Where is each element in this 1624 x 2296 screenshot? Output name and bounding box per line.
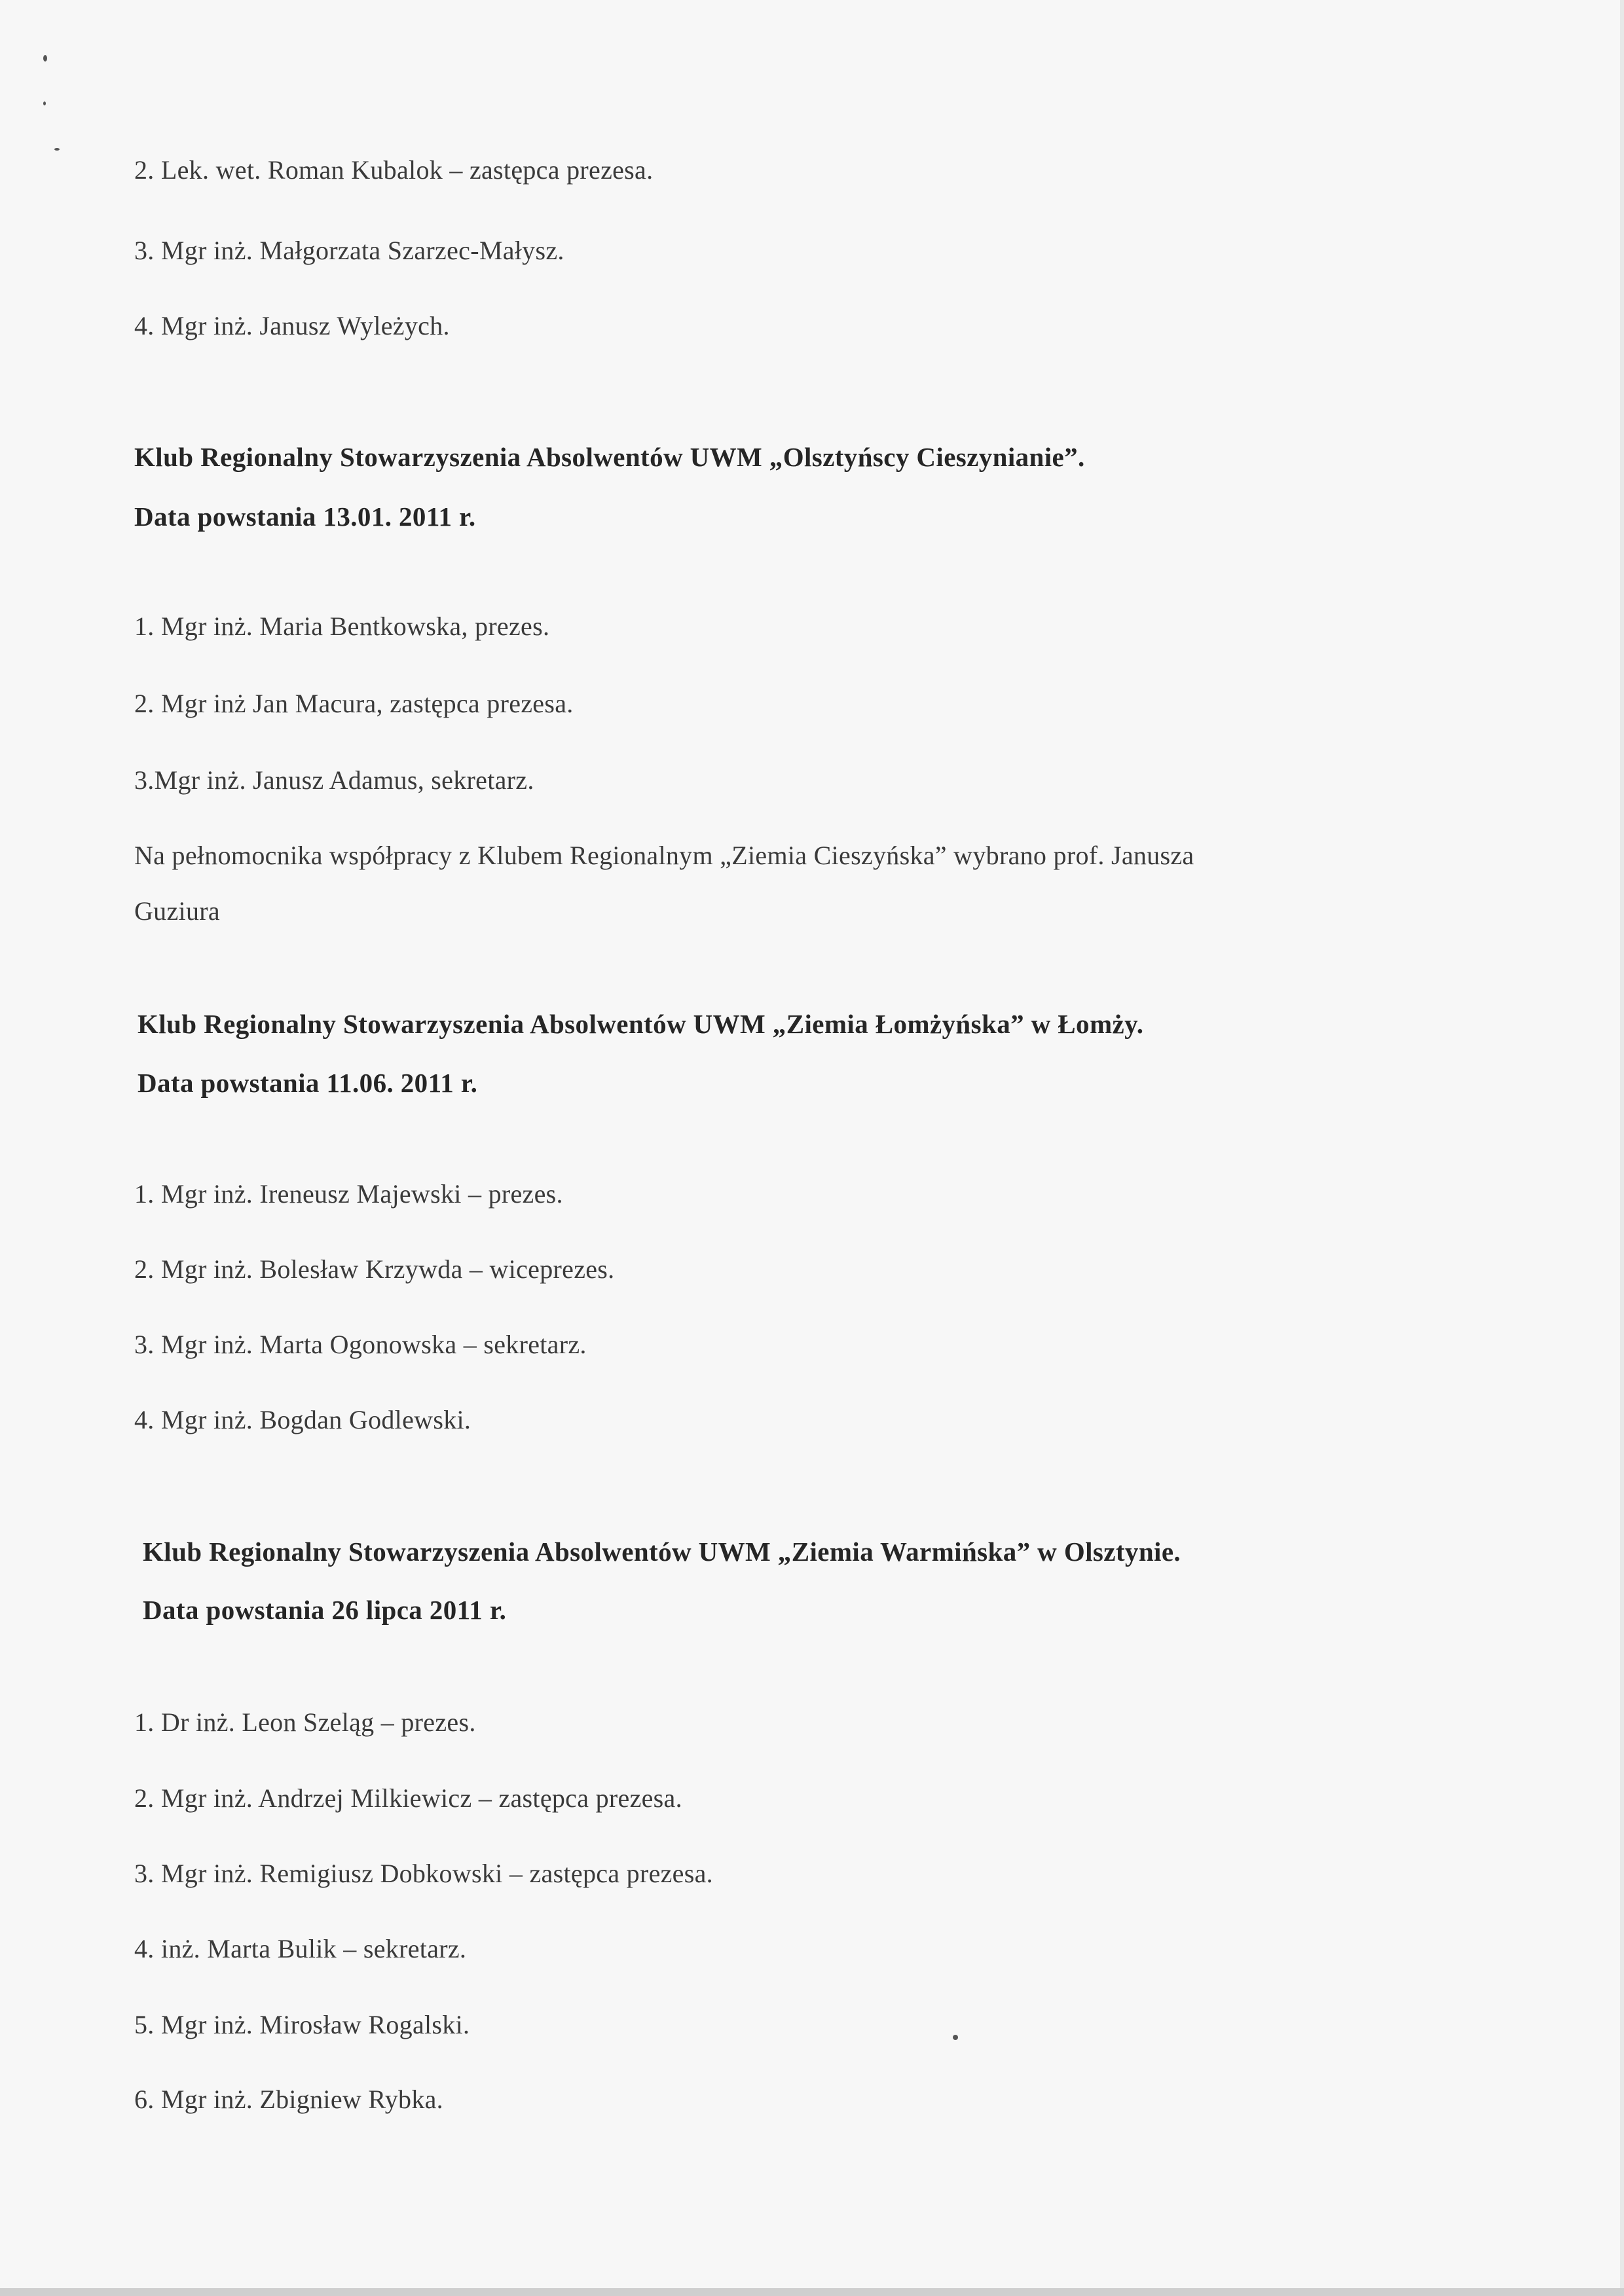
list-item: 3. Mgr inż. Remigiusz Dobkowski – zastępca prezesa. xyxy=(134,1859,713,1888)
club-date: Data powstania 11.06. 2011 r. xyxy=(138,1068,478,1098)
club-title: Klub Regionalny Stowarzyszenia Absolwentów UWM „Olsztyńscy Cieszynianie”. xyxy=(134,442,1085,472)
list-item: 4. Mgr inż. Bogdan Godlewski. xyxy=(134,1405,471,1434)
list-item: 4. Mgr inż. Janusz Wyleżych. xyxy=(134,311,450,340)
club-date: Data powstania 26 lipca 2011 r. xyxy=(143,1595,507,1625)
list-item: 2. Mgr inż Jan Macura, zastępca prezesa. xyxy=(134,689,574,718)
list-item: 3. Mgr inż. Małgorzata Szarzec-Małysz. xyxy=(134,236,564,265)
page-edge xyxy=(1620,0,1624,2296)
scan-mark xyxy=(43,101,46,105)
scan-mark xyxy=(43,55,47,62)
club-title: Klub Regionalny Stowarzyszenia Absolwentów UWM „Ziemia Łomżyńska” w Łomży. xyxy=(138,1009,1144,1039)
list-item: 2. Lek. wet. Roman Kubalok – zastępca prezesa. xyxy=(134,155,654,185)
list-item: 1. Mgr inż. Maria Bentkowska, prezes. xyxy=(134,611,550,641)
list-item: 2. Mgr inż. Andrzej Milkiewicz – zastępca prezesa. xyxy=(134,1783,682,1813)
scan-mark xyxy=(953,2035,958,2040)
list-item: 3. Mgr inż. Marta Ogonowska – sekretarz. xyxy=(134,1330,587,1359)
list-item: 6. Mgr inż. Zbigniew Rybka. xyxy=(134,2085,443,2114)
list-item: 2. Mgr inż. Bolesław Krzywda – wiceprezes. xyxy=(134,1254,615,1284)
list-item: 3.Mgr inż. Janusz Adamus, sekretarz. xyxy=(134,765,534,795)
list-item: 1. Mgr inż. Ireneusz Majewski – prezes. xyxy=(134,1179,563,1209)
list-item: 5. Mgr inż. Mirosław Rogalski. xyxy=(134,2010,470,2039)
club-date: Data powstania 13.01. 2011 r. xyxy=(134,501,476,532)
page-edge xyxy=(0,2288,1624,2296)
scan-mark xyxy=(54,148,60,151)
note-text: Guziura xyxy=(134,896,220,926)
list-item: 1. Dr inż. Leon Szeląg – prezes. xyxy=(134,1707,476,1737)
list-item: 4. inż. Marta Bulik – sekretarz. xyxy=(134,1934,467,1963)
club-title: Klub Regionalny Stowarzyszenia Absolwentów UWM „Ziemia Warmińska” w Olsztynie. xyxy=(143,1537,1181,1567)
note-text: Na pełnomocnika współpracy z Klubem Regionalnym „Ziemia Cieszyńska” wybrano prof. Janusza xyxy=(134,841,1194,870)
